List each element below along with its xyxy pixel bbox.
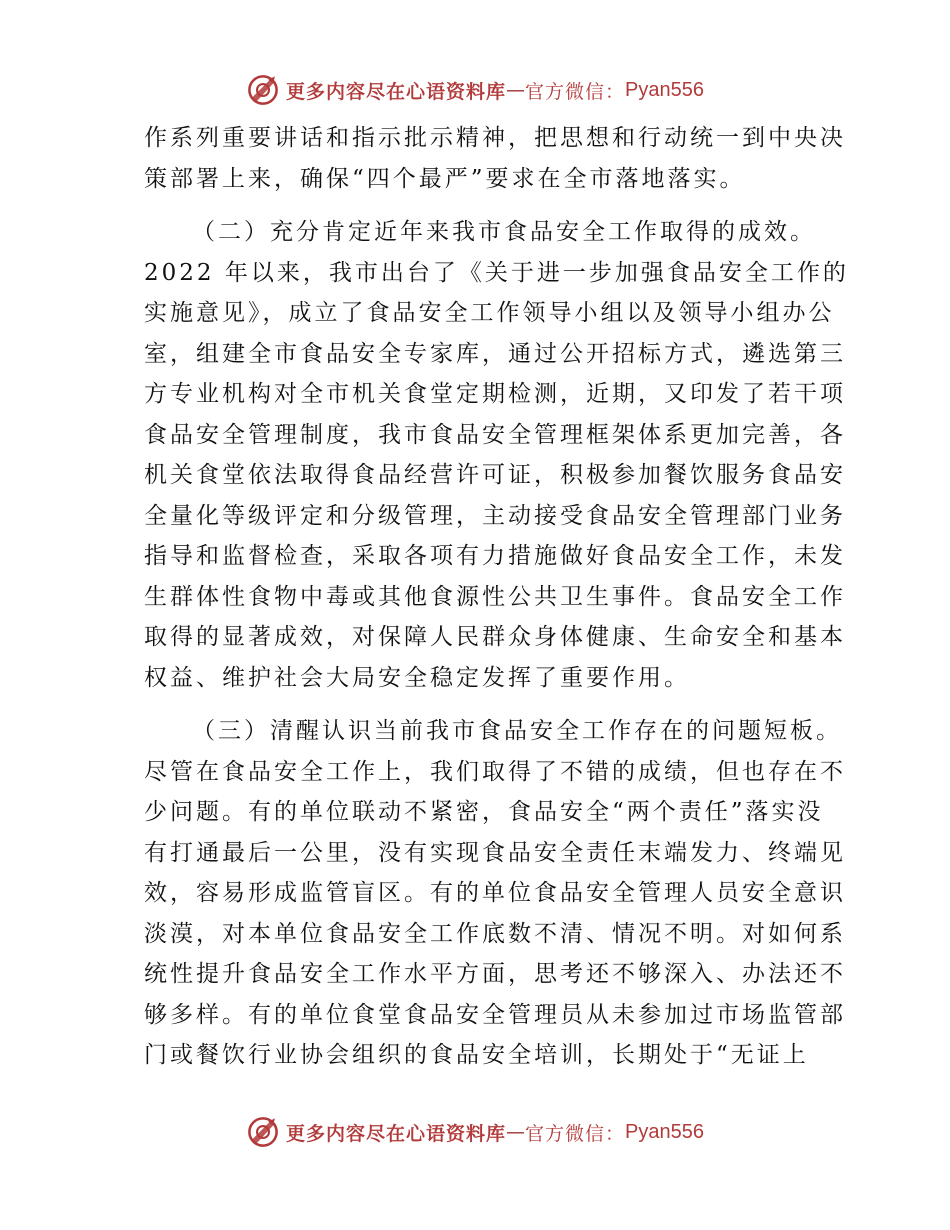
text-line: 门或餐饮行业协会组织的食品安全培训，长期处于“无证上 <box>144 1042 809 1068</box>
watermark-main-text: 更多内容尽在心语资料库 <box>286 80 507 103</box>
text-line: 作系列重要讲话和指示批示精神，把思想和行动统一到中央决 <box>144 125 846 151</box>
text-line: 尽管在食品安全工作上，我们取得了不错的成绩，但也存在不 <box>144 758 846 785</box>
text-line: 淡漠，对本单位食品安全工作底数不清、情况不明。对如何系 <box>144 920 846 947</box>
text-line: 有打通最后一公里，没有实现食品安全责任末端发力、终端见 <box>144 839 846 866</box>
text-line: 食品安全管理制度，我市食品安全管理框架体系更加完善，各 <box>144 421 846 448</box>
watermark-main-text: 更多内容尽在心语资料库 <box>286 1122 507 1145</box>
brand-logo-icon <box>246 73 280 107</box>
text-line: 取得的显著成效，对保障人民群众身体健康、生命安全和基本 <box>144 624 846 650</box>
section-heading: （二）充分肯定近年来我市食品安全工作取得的成效。 <box>192 219 816 245</box>
paragraph-3 <box>144 711 846 1076</box>
text-line: 2022 年以来，我市出台了《关于进一步加强食品安全工作的 <box>144 259 849 286</box>
watermark-dash: — <box>506 1121 526 1143</box>
document-body <box>144 118 849 1076</box>
text-line: 机关食堂依法取得食品经营许可证，积极参加餐饮服务食品安 <box>144 462 846 488</box>
text-line: 效，容易形成监管盲区。有的单位食品安全管理人员安全意识 <box>144 880 846 906</box>
text-line: 实施意见》，成立了食品安全工作领导小组以及领导小组办公 <box>144 300 835 326</box>
paragraph-1 <box>144 118 846 199</box>
footer-watermark <box>0 1112 950 1152</box>
watermark-wechat-id: Pyan556 <box>625 1120 704 1143</box>
watermark-wechat-id: Pyan556 <box>625 78 704 101</box>
text-line: 指导和监督检查，采取各项有力措施做好食品安全工作，未发 <box>144 543 846 569</box>
text-line: 少问题。有的单位联动不紧密，食品安全“两个责任”落实没 <box>144 799 824 825</box>
text-line: 策部署上来，确保“四个最严”要求在全市落地落实。 <box>144 165 746 192</box>
watermark-sub-text: 官方微信： <box>525 1122 626 1145</box>
paragraph-2 <box>144 212 849 698</box>
watermark-sub-text: 官方微信： <box>525 80 626 103</box>
watermark-dash: — <box>506 79 526 101</box>
brand-logo-icon <box>246 1115 280 1149</box>
text-line: 生群体性食物中毒或其他食源性公共卫生事件。食品安全工作 <box>144 583 846 610</box>
text-line: 室，组建全市食品安全专家库，通过公开招标方式，遴选第三 <box>144 340 846 367</box>
text-line: 够多样。有的单位食堂食品安全管理员从未参加过市场监管部 <box>144 1001 846 1028</box>
text-line: 统性提升食品安全工作水平方面，思考还不够深入、办法还不 <box>144 961 846 987</box>
section-heading: （三）清醒认识当前我市食品安全工作存在的问题短板。 <box>192 718 842 744</box>
text-line: 权益、维护社会大局安全稳定发挥了重要作用。 <box>144 664 690 691</box>
text-line: 全量化等级评定和分级管理，主动接受食品安全管理部门业务 <box>144 502 846 529</box>
text-line: 方专业机构对全市机关食堂定期检测，近期，又印发了若干项 <box>144 381 846 407</box>
header-watermark <box>0 70 950 110</box>
